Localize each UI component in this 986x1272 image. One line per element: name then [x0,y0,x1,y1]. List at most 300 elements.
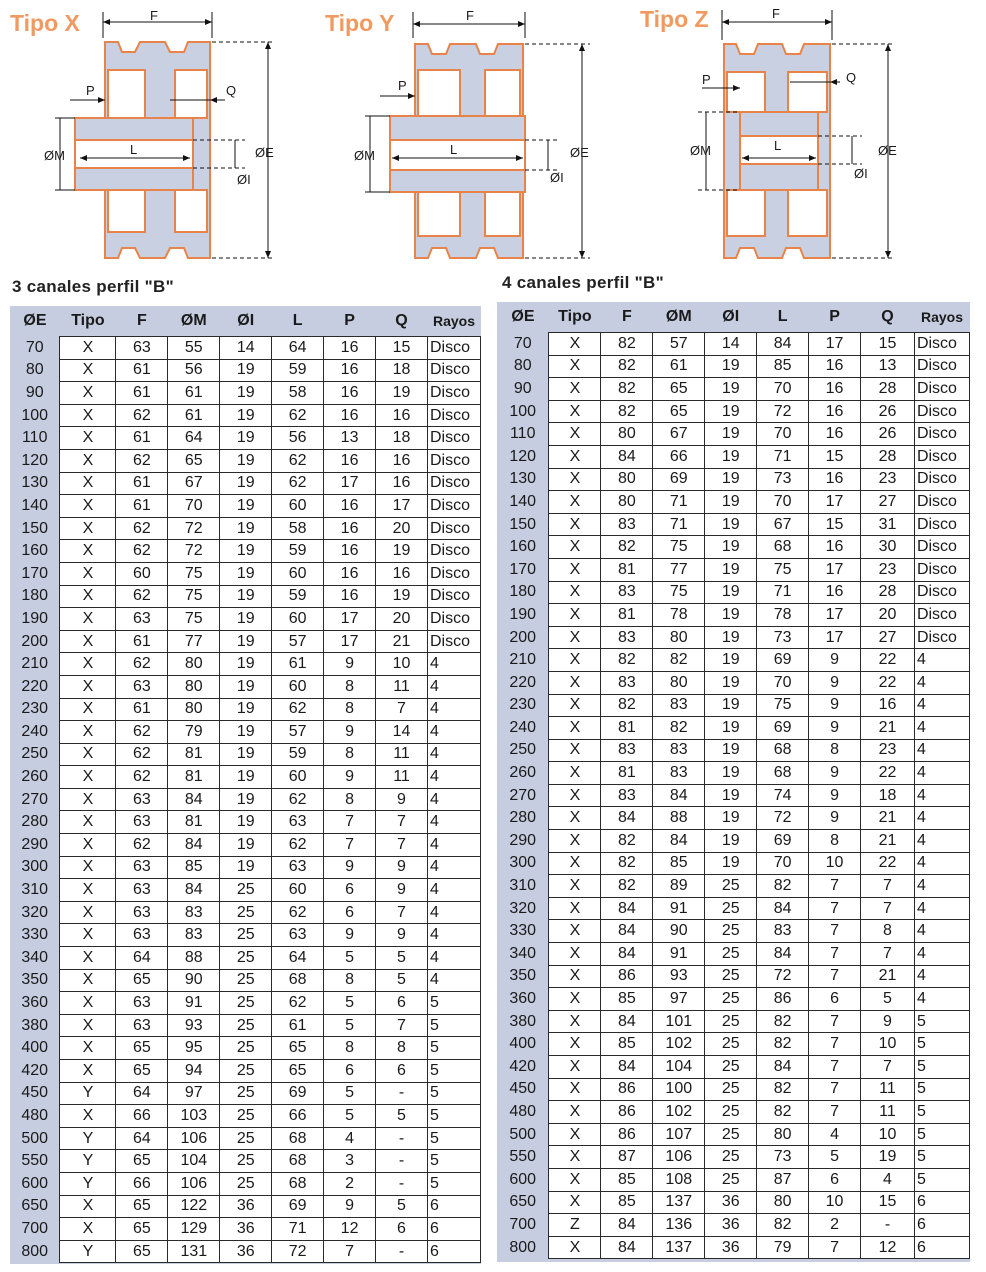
table-row [497,920,970,943]
cell-diameter-e: 290 [21,835,49,853]
cell-q: 6 [376,1218,428,1241]
table-row [10,743,481,766]
table-row [10,675,481,698]
cell-l: 70 [757,378,809,401]
cell-diameter-i: 36 [705,1236,757,1259]
table-row [10,540,481,563]
table-row [10,382,481,405]
header-f: F [136,312,147,329]
cell-diameter-m: 91 [168,992,220,1015]
cell-diameter-e: 180 [21,587,49,605]
table-4-canales-title: 4 canales perfil "B" [502,273,664,292]
cell-l: 71 [757,445,809,468]
cell-f: 62 [116,449,168,472]
cell-tipo: X [549,1056,601,1079]
cell-f: 84 [601,1010,653,1033]
cell-diameter-e: 300 [509,854,537,872]
table-row [10,337,481,360]
table-row [10,1037,481,1060]
cell-l: 57 [272,721,324,744]
cell-tipo: X [549,378,601,401]
cell-diameter-m: 102 [653,1033,705,1056]
cell-diameter-e: 800 [21,1242,49,1260]
table-row [497,943,970,966]
cell-rayos: 4 [427,834,480,857]
cell-p: 16 [324,585,376,608]
cell-tipo: X [549,1191,601,1214]
cell-f: 63 [116,992,168,1015]
cell-q: 5 [861,988,915,1011]
cell-l: 68 [272,969,324,992]
cell-p: 8 [324,698,376,721]
label-q: Q [846,70,857,85]
cell-l: 59 [272,540,324,563]
cell-f: 81 [601,558,653,581]
cell-q: 11 [376,743,428,766]
cell-p: 16 [324,449,376,472]
cell-q: 7 [861,897,915,920]
cell-rayos: 5 [914,1123,969,1146]
table-row [497,875,970,898]
cell-diameter-i: 25 [220,1082,272,1105]
cell-l: 62 [272,404,324,427]
cell-diameter-i: 25 [705,1078,757,1101]
cell-f: 63 [116,675,168,698]
cell-diameter-e: 380 [21,1016,49,1034]
cell-diameter-m: 104 [168,1150,220,1173]
cell-f: 82 [601,400,653,423]
diagram-title: Tipo X [10,10,80,36]
cell-f: 62 [116,540,168,563]
cell-diameter-m: 65 [653,400,705,423]
cell-tipo: X [549,333,601,356]
cell-q: 18 [861,784,915,807]
cell-diameter-i: 19 [705,784,757,807]
cell-diameter-m: 70 [168,495,220,518]
cell-tipo: X [549,784,601,807]
cell-diameter-e: 500 [509,1125,537,1143]
cell-p: 15 [809,445,861,468]
cell-l: 65 [272,1037,324,1060]
cell-rayos: 4 [914,965,969,988]
table-row [10,811,481,834]
cell-l: 59 [272,585,324,608]
cell-p: 7 [809,920,861,943]
cell-rayos: Disco [914,468,969,491]
cell-diameter-e: 200 [509,628,537,646]
cell-p: 9 [324,766,376,789]
cell-f: 65 [116,969,168,992]
cell-l: 82 [757,1078,809,1101]
cell-q: 21 [861,717,915,740]
cell-diameter-m: 80 [168,653,220,676]
cell-f: 85 [601,988,653,1011]
cell-tipo: X [60,653,116,676]
cell-q: 9 [376,879,428,902]
cell-f: 62 [116,653,168,676]
cell-f: 86 [601,1123,653,1146]
cell-tipo: X [549,920,601,943]
cell-f: 62 [116,585,168,608]
cell-l: 69 [272,1195,324,1218]
cell-diameter-m: 71 [653,491,705,514]
cell-diameter-i: 25 [705,1123,757,1146]
cell-diameter-m: 80 [653,671,705,694]
cell-diameter-m: 108 [653,1168,705,1191]
cell-l: 82 [757,1010,809,1033]
cell-f: 87 [601,1146,653,1169]
cell-diameter-i: 19 [220,721,272,744]
table-row [497,1033,970,1056]
cell-l: 78 [757,604,809,627]
cell-f: 64 [116,947,168,970]
cell-rayos: Disco [914,536,969,559]
cell-diameter-e: 190 [509,605,537,623]
cell-tipo: X [60,811,116,834]
cell-q: 19 [376,382,428,405]
cell-diameter-m: 80 [653,626,705,649]
cell-tipo: X [60,337,116,360]
table-4-canales [497,302,970,1259]
label-p: P [86,83,95,98]
cell-l: 80 [757,1123,809,1146]
cell-q: 18 [376,427,428,450]
cell-diameter-i: 19 [705,717,757,740]
cell-q: 18 [376,359,428,382]
cell-f: 61 [116,698,168,721]
cell-rayos: 5 [427,1014,480,1037]
cell-l: 74 [757,784,809,807]
label-p: P [702,72,711,87]
cell-diameter-e: 350 [509,967,537,985]
cell-diameter-i: 25 [220,1127,272,1150]
cell-diameter-e: 110 [509,425,536,443]
cell-l: 84 [757,897,809,920]
cell-l: 72 [272,1240,324,1263]
cell-diameter-m: 67 [653,423,705,446]
cell-q: 10 [861,1123,915,1146]
cell-diameter-m: 75 [168,585,220,608]
cell-diameter-m: 82 [653,717,705,740]
cell-diameter-i: 25 [705,897,757,920]
cell-rayos: Disco [914,445,969,468]
cell-q: 15 [861,333,915,356]
cell-l: 63 [272,924,324,947]
cell-diameter-m: 97 [168,1082,220,1105]
cell-q: 23 [861,558,915,581]
cell-p: 7 [809,1101,861,1124]
cell-diameter-m: 137 [653,1236,705,1259]
cell-l: 69 [272,1082,324,1105]
cell-tipo: X [60,788,116,811]
cell-rayos: Disco [914,378,969,401]
cell-f: 80 [601,468,653,491]
cell-diameter-e: 260 [21,768,49,786]
cell-q: 15 [861,1191,915,1214]
cell-tipo: X [549,604,601,627]
cell-diameter-e: 360 [21,994,49,1012]
cell-q: 10 [376,653,428,676]
cell-tipo: X [60,1195,116,1218]
cell-q: 16 [376,449,428,472]
table-row [497,1168,970,1191]
cell-l: 70 [757,423,809,446]
cell-l: 86 [757,988,809,1011]
table-row [497,852,970,875]
header-f: F [621,308,632,325]
cell-l: 82 [757,1101,809,1124]
cell-tipo: X [549,830,601,853]
cell-diameter-i: 19 [705,513,757,536]
cell-diameter-e: 600 [509,1170,537,1188]
header-rayos: Rayos [920,309,963,325]
cell-p: 9 [809,649,861,672]
cell-diameter-m: 61 [168,382,220,405]
label-p: P [398,78,407,93]
cell-diameter-e: 330 [21,926,49,944]
cell-diameter-e: 380 [509,1012,537,1030]
cell-q: 5 [376,969,428,992]
cell-q: 12 [861,1236,915,1259]
table-row [10,495,481,518]
cell-diameter-e: 200 [21,632,49,650]
cell-rayos: Disco [914,581,969,604]
cell-diameter-m: 78 [653,604,705,627]
cell-diameter-m: 107 [653,1123,705,1146]
cell-tipo: X [60,721,116,744]
cell-q: 9 [376,856,428,879]
cell-f: 63 [116,856,168,879]
table-row [10,653,481,676]
cell-l: 83 [757,920,809,943]
cell-rayos: Disco [914,423,969,446]
cell-q: 7 [861,943,915,966]
label-f: F [772,6,780,21]
cell-q: - [376,1127,428,1150]
cell-diameter-e: 220 [509,673,537,691]
cell-diameter-e: 240 [21,722,49,740]
cell-p: 16 [324,495,376,518]
cell-diameter-i: 19 [705,830,757,853]
cell-diameter-m: 77 [168,630,220,653]
label-e: ØE [255,145,274,160]
cell-q: 22 [861,671,915,694]
cell-l: 73 [757,468,809,491]
cell-diameter-i: 19 [705,468,757,491]
cell-q: 6 [376,1060,428,1083]
cell-rayos: 6 [914,1214,969,1237]
cell-diameter-i: 19 [705,491,757,514]
cell-diameter-i: 14 [220,337,272,360]
table-row [10,834,481,857]
cell-l: 58 [272,382,324,405]
cell-f: 81 [601,604,653,627]
cell-diameter-e: 90 [513,379,532,397]
cell-p: 16 [809,400,861,423]
cell-diameter-i: 14 [705,333,757,356]
cell-q: 27 [861,626,915,649]
cell-diameter-i: 19 [220,382,272,405]
cell-diameter-e: 310 [509,877,537,895]
cell-tipo: X [60,585,116,608]
cell-diameter-e: 600 [21,1174,49,1192]
cell-l: 75 [757,694,809,717]
cell-f: 60 [116,562,168,585]
cell-l: 72 [757,400,809,423]
table-row [497,604,970,627]
cell-rayos: Disco [914,400,969,423]
cell-q: 7 [376,811,428,834]
header-diameter-e: ØE [23,312,47,330]
cell-diameter-m: 83 [168,901,220,924]
cell-tipo: X [60,630,116,653]
cell-q: 9 [861,1010,915,1033]
cell-diameter-e: 330 [509,922,537,940]
cell-f: 83 [601,626,653,649]
diagram-title: Tipo Y [325,10,395,36]
table-row [497,649,970,672]
table-row [497,1101,970,1124]
cell-rayos: Disco [427,337,480,360]
cell-diameter-i: 19 [705,558,757,581]
cell-q: 11 [861,1101,915,1124]
cell-diameter-e: 280 [21,813,49,831]
cell-rayos: Disco [914,558,969,581]
table-row [10,608,481,631]
cell-p: 5 [324,1082,376,1105]
cell-tipo: X [60,856,116,879]
cell-diameter-i: 19 [220,743,272,766]
cell-q: 16 [376,404,428,427]
cell-p: 16 [324,404,376,427]
cell-diameter-e: 250 [21,745,49,763]
cell-diameter-i: 36 [220,1240,272,1263]
cell-l: 71 [272,1218,324,1241]
cell-diameter-i: 19 [705,378,757,401]
cell-diameter-i: 19 [220,495,272,518]
cell-diameter-m: 72 [168,517,220,540]
cell-p: 4 [324,1127,376,1150]
cell-f: 62 [116,721,168,744]
cell-rayos: Disco [427,585,480,608]
cell-f: 65 [116,1037,168,1060]
cell-p: 16 [324,562,376,585]
cell-diameter-m: 83 [168,924,220,947]
table-row [10,901,481,924]
cell-f: 86 [601,1078,653,1101]
cell-diameter-m: 106 [168,1172,220,1195]
table-row [497,1236,970,1259]
cell-diameter-i: 19 [220,585,272,608]
cell-diameter-m: 106 [653,1146,705,1169]
cell-diameter-m: 88 [653,807,705,830]
table-row [10,1240,481,1263]
cell-f: 83 [601,739,653,762]
cell-l: 68 [757,739,809,762]
cell-diameter-i: 36 [220,1195,272,1218]
cell-f: 62 [116,766,168,789]
cell-p: 17 [809,491,861,514]
cell-diameter-e: 160 [21,542,49,560]
cell-rayos: 4 [914,739,969,762]
cell-l: 68 [757,762,809,785]
header-q: Q [881,308,894,325]
cell-rayos: 4 [914,920,969,943]
cell-q: 5 [376,947,428,970]
cell-f: 84 [601,1214,653,1237]
cell-diameter-m: 79 [168,721,220,744]
table-3-canales-panel [10,306,481,1264]
cell-tipo: X [549,1168,601,1191]
cell-p: 8 [324,743,376,766]
cell-diameter-m: 75 [653,536,705,559]
cell-l: 65 [272,1060,324,1083]
cell-q: 11 [861,1078,915,1101]
cell-p: 10 [809,852,861,875]
cell-q: 21 [861,830,915,853]
cell-diameter-e: 260 [509,764,537,782]
cell-p: 7 [324,834,376,857]
header-diameter-i: ØI [722,308,740,325]
label-e: ØE [878,143,897,158]
cell-f: 61 [116,495,168,518]
header-l: L [777,308,788,325]
table-row [10,404,481,427]
cell-l: 61 [272,653,324,676]
cell-rayos: Disco [427,472,480,495]
cell-diameter-e: 240 [509,718,537,736]
label-l: L [450,142,458,157]
cell-f: 63 [116,1014,168,1037]
table-row [497,491,970,514]
table-row [497,558,970,581]
cell-p: 7 [809,1033,861,1056]
cell-tipo: X [549,852,601,875]
cell-diameter-e: 70 [25,338,44,356]
cell-diameter-e: 320 [21,903,49,921]
cell-q: 20 [376,517,428,540]
cell-diameter-m: 83 [653,694,705,717]
cell-diameter-i: 19 [220,562,272,585]
cell-p: 8 [324,788,376,811]
cell-tipo: X [549,671,601,694]
cell-tipo: X [60,992,116,1015]
cell-tipo: X [60,1060,116,1083]
cell-f: 63 [116,811,168,834]
cell-p: 7 [809,1010,861,1033]
cell-l: 63 [272,856,324,879]
cell-diameter-i: 25 [705,1056,757,1079]
cell-diameter-m: 131 [168,1240,220,1263]
cell-l: 68 [272,1172,324,1195]
cell-p: 16 [809,468,861,491]
table-row [10,562,481,585]
cell-diameter-m: 101 [653,1010,705,1033]
cell-diameter-m: 100 [653,1078,705,1101]
cell-f: 84 [601,445,653,468]
cell-diameter-m: 66 [653,445,705,468]
cell-q: - [376,1150,428,1173]
cell-f: 81 [601,717,653,740]
cell-diameter-m: 103 [168,1105,220,1128]
cell-diameter-m: 84 [653,830,705,853]
cell-diameter-e: 270 [21,790,49,808]
cell-rayos: Disco [914,626,969,649]
cell-l: 62 [272,788,324,811]
cell-l: 62 [272,834,324,857]
cell-l: 63 [272,811,324,834]
cell-q: 23 [861,468,915,491]
